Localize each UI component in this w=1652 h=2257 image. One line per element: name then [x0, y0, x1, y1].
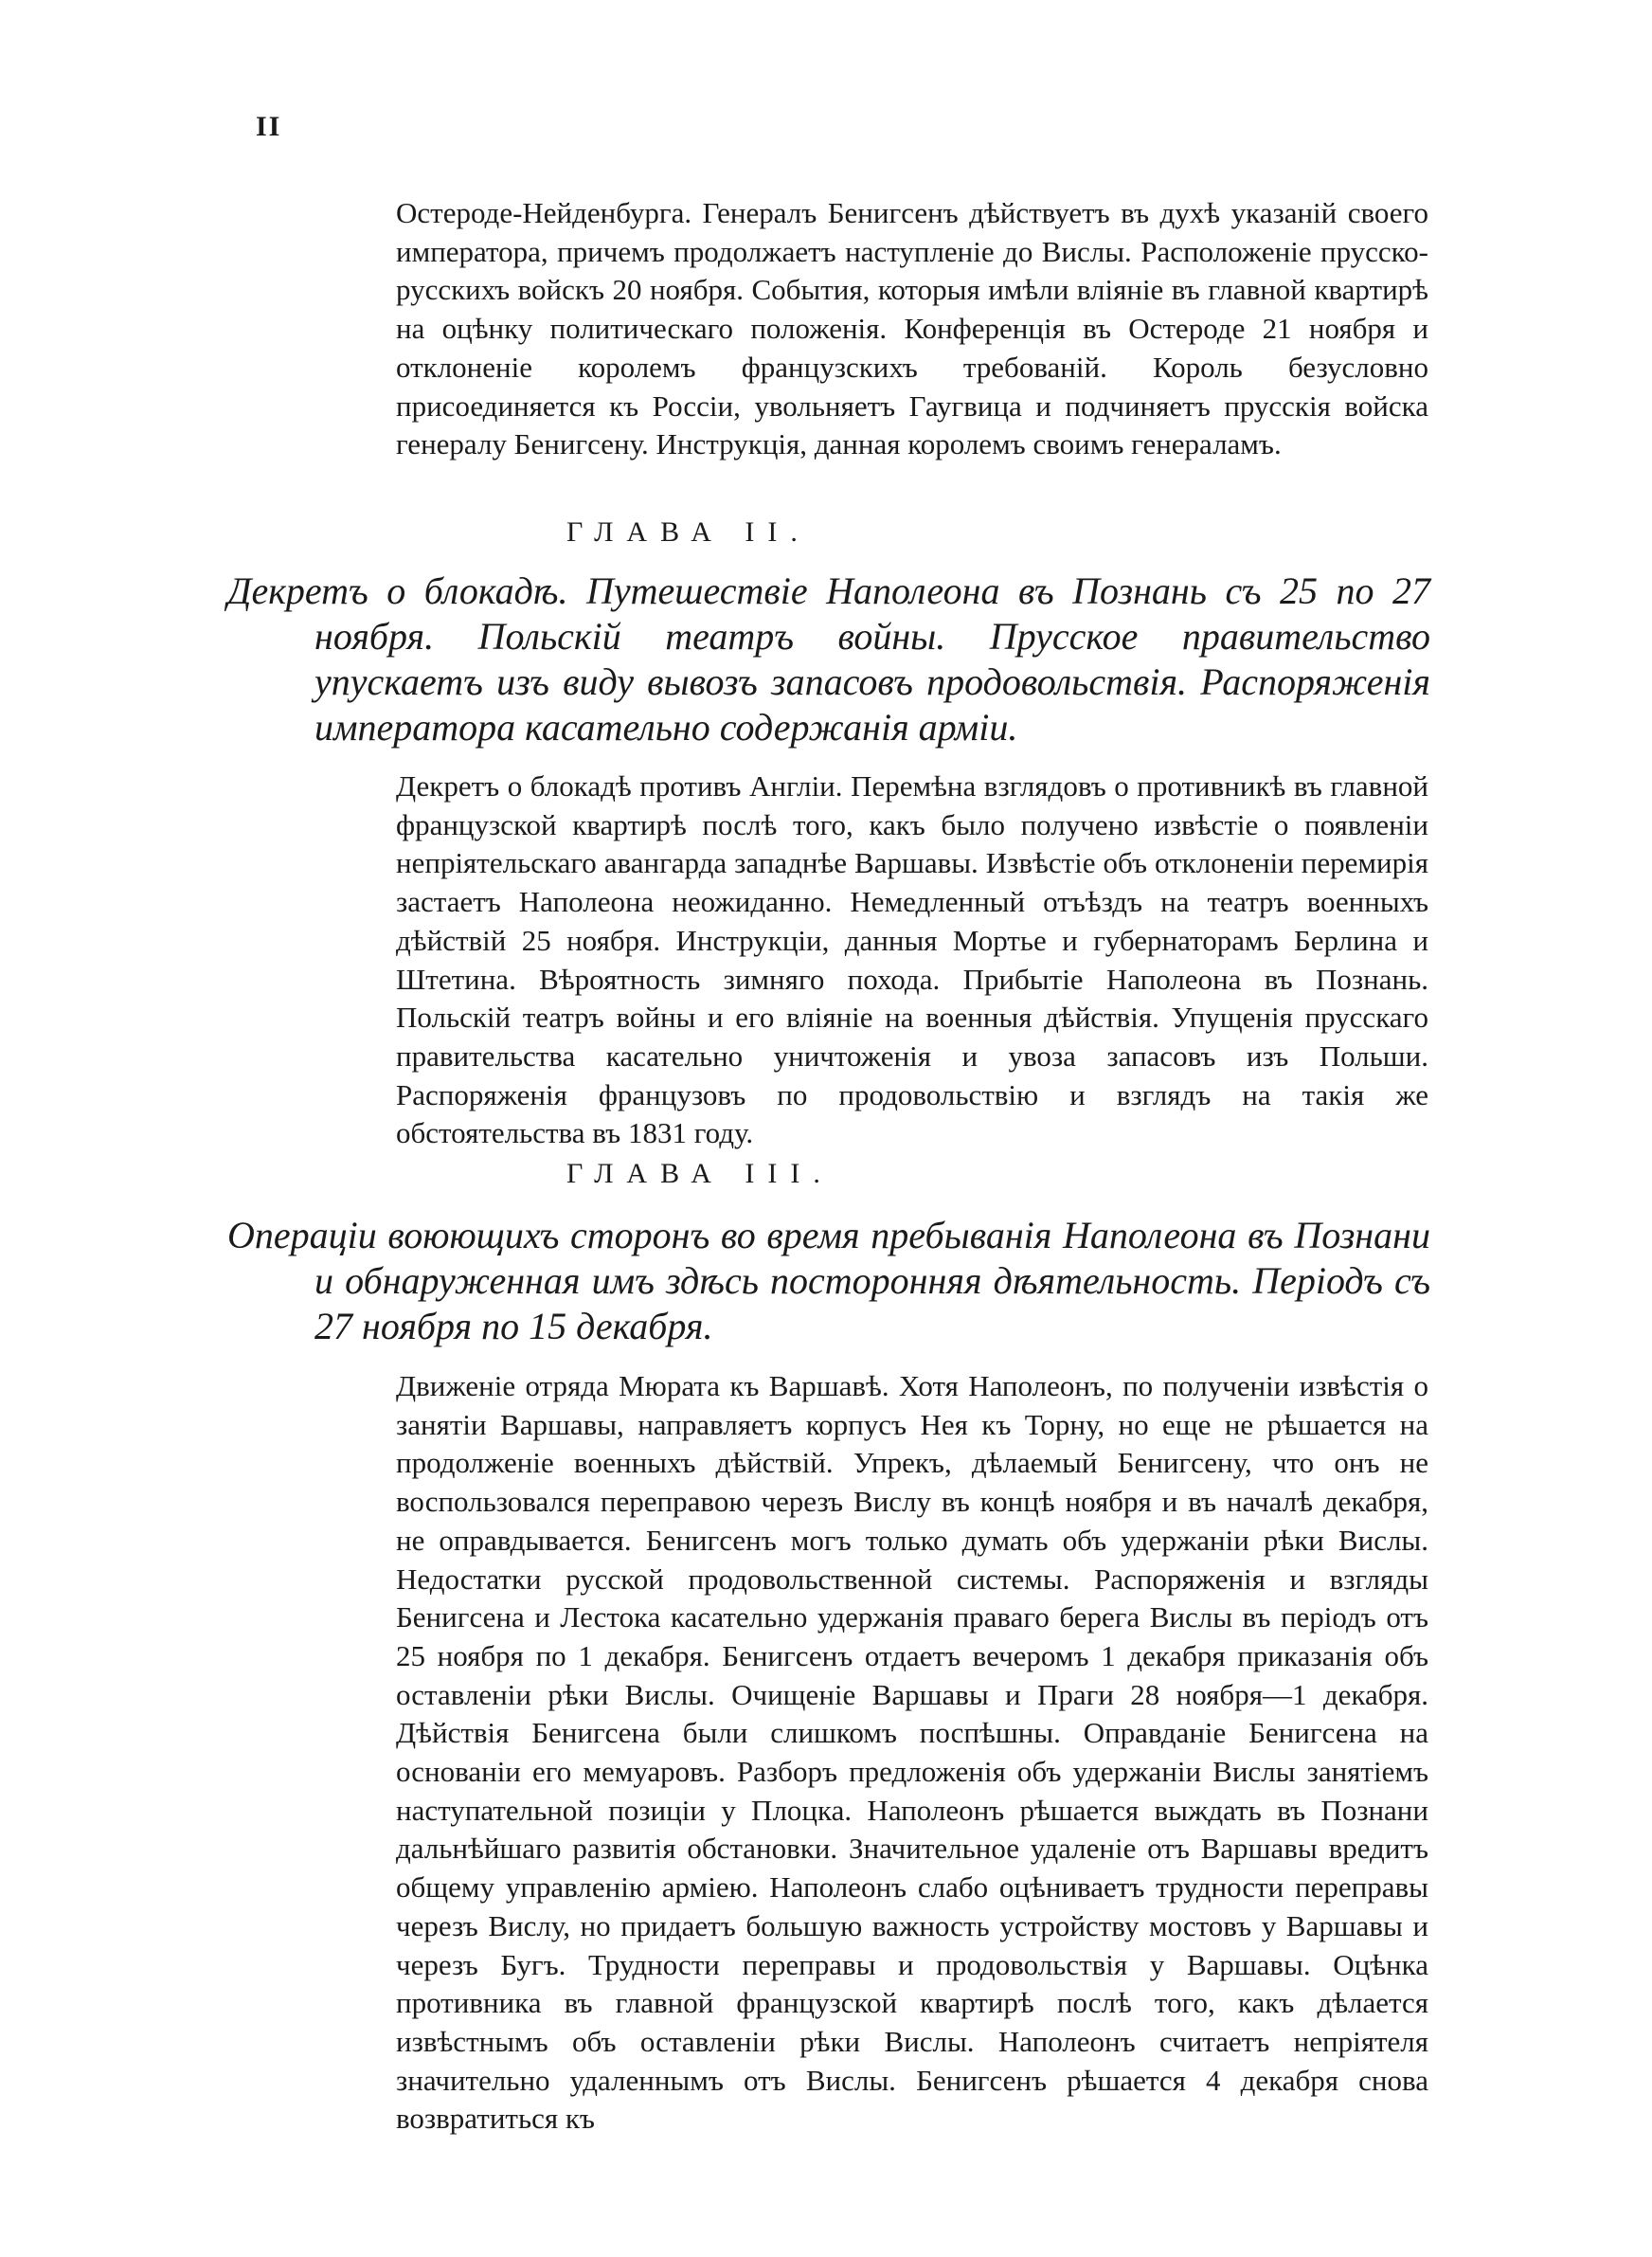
chapter-title-3: Операціи воюющихъ сторонъ во время пребыванія Наполеона въ Познани и обнаруженная имъ здѣсь посторонняя дѣятельность. Періодъ съ 27 ноября по 15 декабря. [227, 1214, 1430, 1347]
chapter-heading-3: ГЛАВА III. [566, 1158, 834, 1189]
page-number: II [256, 111, 282, 142]
chapter-title-2: Декретъ о блокадѣ. Путешествіе Наполеона въ Познань съ 25 по 27 ноября. Польскій театръ войны. Прусское правительство упускаетъ изъ виду вывозъ запасовъ продовольствія. Распоряженія императора касательно содержанія арміи. [227, 569, 1430, 749]
chapter-heading-2: ГЛАВА II. [566, 516, 811, 548]
chapter-summary-2: Декретъ о блокадѣ противъ Англіи. Перемѣна взглядовъ о противникѣ въ главной французской квартирѣ послѣ того, какъ было получено извѣстіе о появленіи непріятельскаго авангарда западнѣе Варшавы. Извѣстіе объ отклоненіи перемирія застаетъ Наполеона неожиданно. Немедленный отъѣздъ на театръ военныхъ дѣйствій 25 ноября. Инструкціи, данныя Мортье и губернаторамъ Берлина и Штетина. Вѣроятность зимняго похода. Прибытіе Наполеона въ Познань. Польскій театръ войны и его вліяніе на военныя дѣйствія. Упущенія прусскаго правительства касательно уничтоженія и увоза запасовъ изъ Польши. Распоряженія французовъ по продовольствію и взглядъ на такія же обстоятельства въ 1831 году. [396, 769, 1428, 1150]
chapter-summary-3: Движеніе отряда Мюрата къ Варшавѣ. Хотя Наполеонъ, по полученіи извѣстія о занятіи Варшавы, направляетъ корпусъ Нея къ Торну, но еще не рѣшается на продолженіе военныхъ дѣйствій. Упрекъ, дѣлаемый Бенигсену, что онъ не воспользовался переправою черезъ Вислу въ концѣ ноября и въ началѣ декабря, не оправдывается. Бенигсенъ могъ только думать объ удержаніи рѣки Вислы. Недостатки русской продовольственной системы. Распоряженія и взгляды Бенигсена и Лестока касательно удержанія праваго берега Вислы въ періодъ отъ 25 ноября по 1 декабря. Бенигсенъ отдаетъ вечеромъ 1 декабря приказанія объ оставленіи рѣки Вислы. Очищеніе Варшавы и Праги 28 ноября—1 декабря. Дѣйствія Бенигсена были слишкомъ поспѣшны. Оправданіе Бенигсена на основаніи его мемуаровъ. Разборъ предложенія объ удержаніи Вислы занятіемъ наступательной позиціи у Плоцка. Наполеонъ рѣшается выждать въ Познани дальнѣйшаго развитія обстановки. Значительное удаленіе отъ Варшавы вредитъ общему управленію арміею. Наполеонъ слабо оцѣниваетъ трудности переправы черезъ Вислу, но придаетъ большую важность устройству мостовъ у Варшавы и черезъ Бугъ. Трудности переправы и продовольствія у Варшавы. Оцѣнка противника въ главной французской квартирѣ послѣ того, какъ дѣлается извѣстнымъ объ оставленіи рѣки Вислы. Наполеонъ считаетъ непріятеля значительно удаленнымъ отъ Вислы. Бенигсенъ рѣшается 4 декабря снова возвратиться къ [396, 1369, 1428, 2136]
section-summary-intro: Остероде-Нейденбурга. Генералъ Бенигсенъ дѣйствуетъ въ духѣ указаній своего императора, причемъ продолжаетъ наступленіе до Вислы. Расположеніе прусско-русскихъ войскъ 20 ноября. События, которыя имѣли вліяніе въ главной квартирѣ на оцѣнку политическаго положенія. Конференція въ Остероде 21 ноября и отклоненіе королемъ французскихъ требованій. Король безусловно присоединяется къ Россіи, увольняетъ Гаугвица и подчиняетъ прусскія войска генералу Бенигсену. Инструкція, данная королемъ своимъ генераламъ. [396, 196, 1428, 461]
